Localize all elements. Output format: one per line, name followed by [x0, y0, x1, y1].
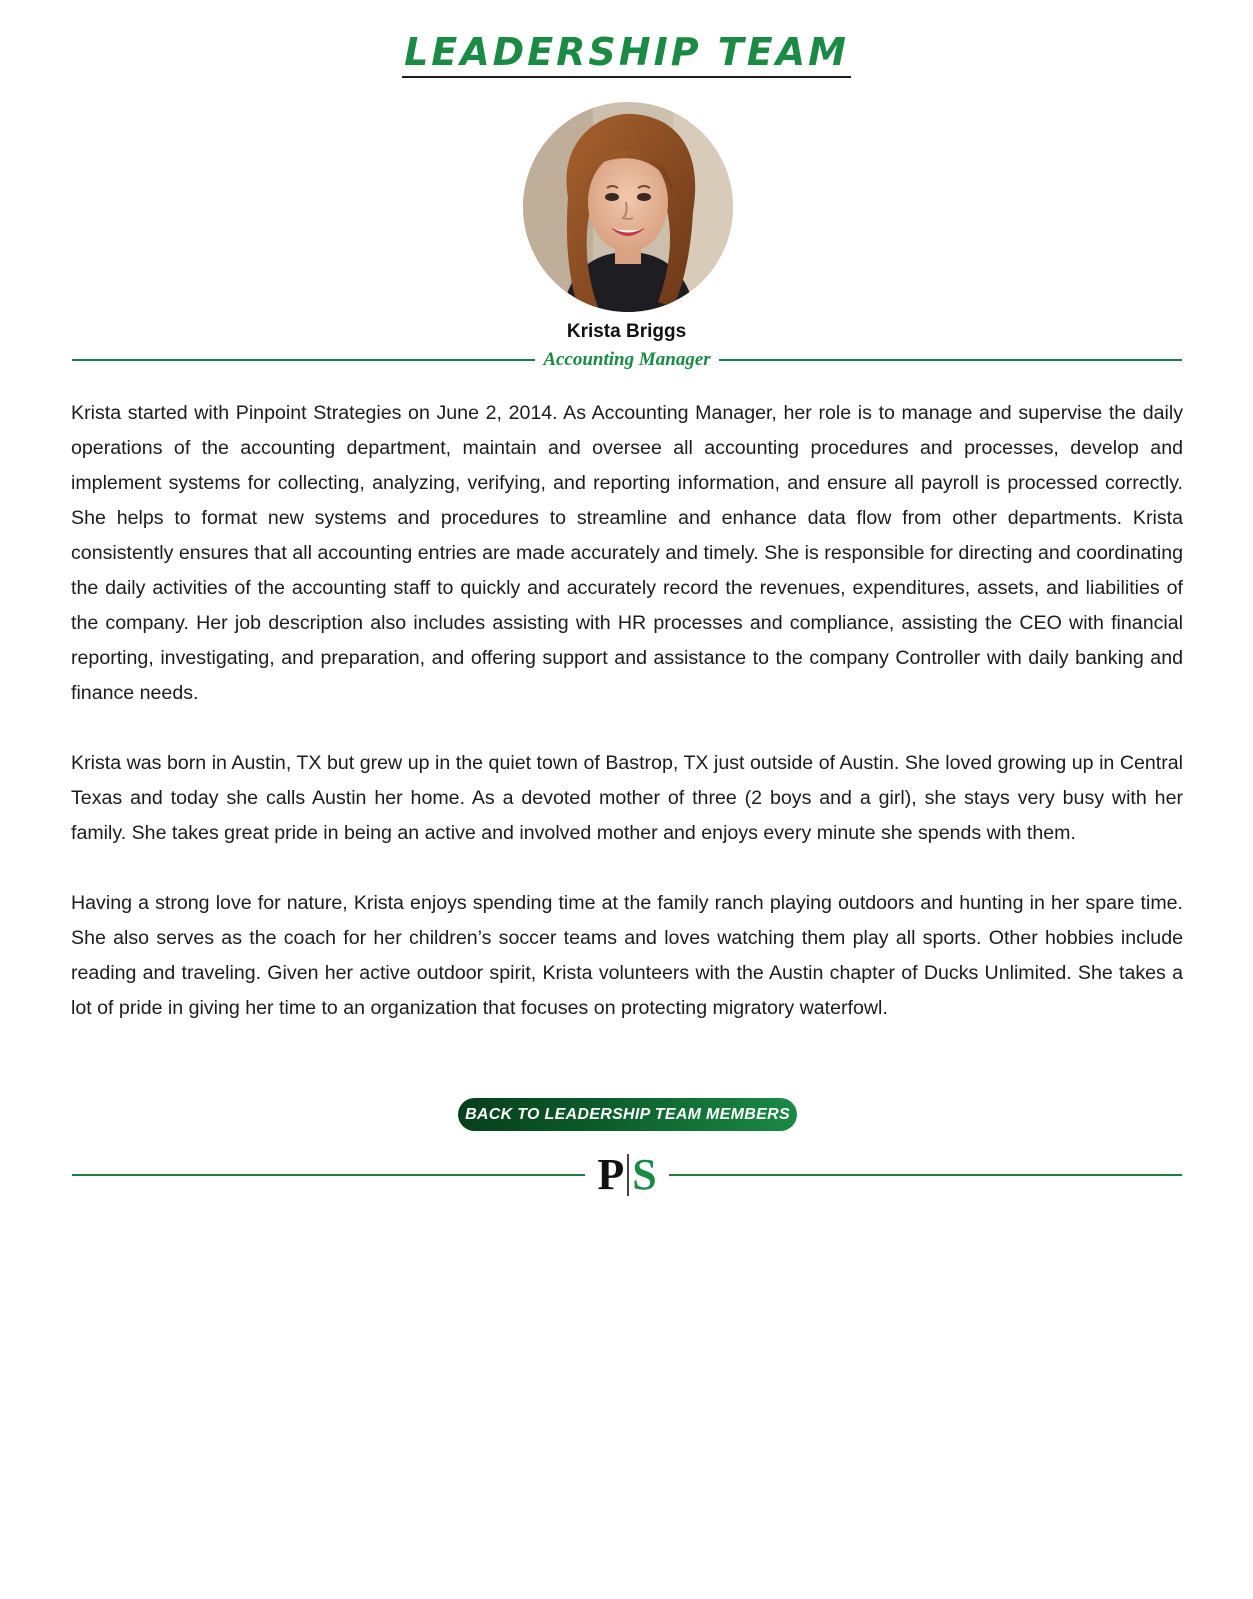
profile-photo [523, 102, 733, 312]
bio-paragraph: Having a strong love for nature, Krista enjoys spending time at the family ranch playing outdoors and hunting in her spare time. She also serves as the coach for her children’s soccer teams and loves watching them play all sports. Other hobbies include reading and traveling. Given her active outdoor spirit, Krista volunteers with the Austin chapter of Ducks Unlimited. She takes a lot of pride in giving her time to an organization that focuses on protecting migratory waterfowl. [71, 892, 1183, 1019]
footer-line-left [72, 1174, 585, 1176]
divider-line-left [72, 359, 535, 361]
role-divider [72, 346, 1182, 374]
biography [71, 396, 1183, 1061]
logo-letter-p: P [597, 1150, 625, 1199]
person-role: Accounting Manager [543, 349, 711, 370]
logo-letter-s: S [632, 1150, 657, 1199]
bio-paragraph: Krista started with Pinpoint Strategies on June 2, 2014. As Accounting Manager, her role is to manage and supervise the daily operations of the accounting department, maintain and oversee all accounting procedures and processes, develop and implement systems for collecting, analyzing, verifying, and reporting information, and ensure all payroll is processed correctly. She helps to format new systems and procedures to streamline and enhance data flow from other departments. Krista consistently ensures that all accounting entries are made accurately and timely. She is responsible for directing and coordinating the daily activities of the accounting staff to quickly and accurately record the revenues, expenditures, assets, and liabilities of the company. Her job description also includes assisting with HR processes and compliance, assisting the CEO with financial reporting, investigating, and preparation, and offering support and assistance to the company Controller with daily banking and finance needs. [71, 402, 1183, 704]
footer-line-right [669, 1174, 1182, 1176]
bio-paragraph: Krista was born in Austin, TX but grew up in the quiet town of Bastrop, TX just outside of Austin. She loved growing up in Central Texas and today she calls Austin her home. As a devoted mother of three (2 boys and a girl), she stays very busy with her family. She takes great pride in being an active and involved mother and enjoys every minute she spends with them. [71, 752, 1183, 844]
person-name: Krista Briggs [566, 321, 687, 342]
footer-divider [72, 1150, 1182, 1200]
page-title-text: LEADERSHIP TEAM [402, 30, 851, 78]
page-title [0, 30, 1253, 78]
divider-line-right [719, 359, 1182, 361]
company-logo [585, 1150, 668, 1200]
logo-separator [627, 1154, 629, 1196]
back-to-team-button[interactable]: BACK TO LEADERSHIP TEAM MEMBERS [458, 1098, 797, 1131]
profile-photo-illustration [523, 102, 733, 312]
